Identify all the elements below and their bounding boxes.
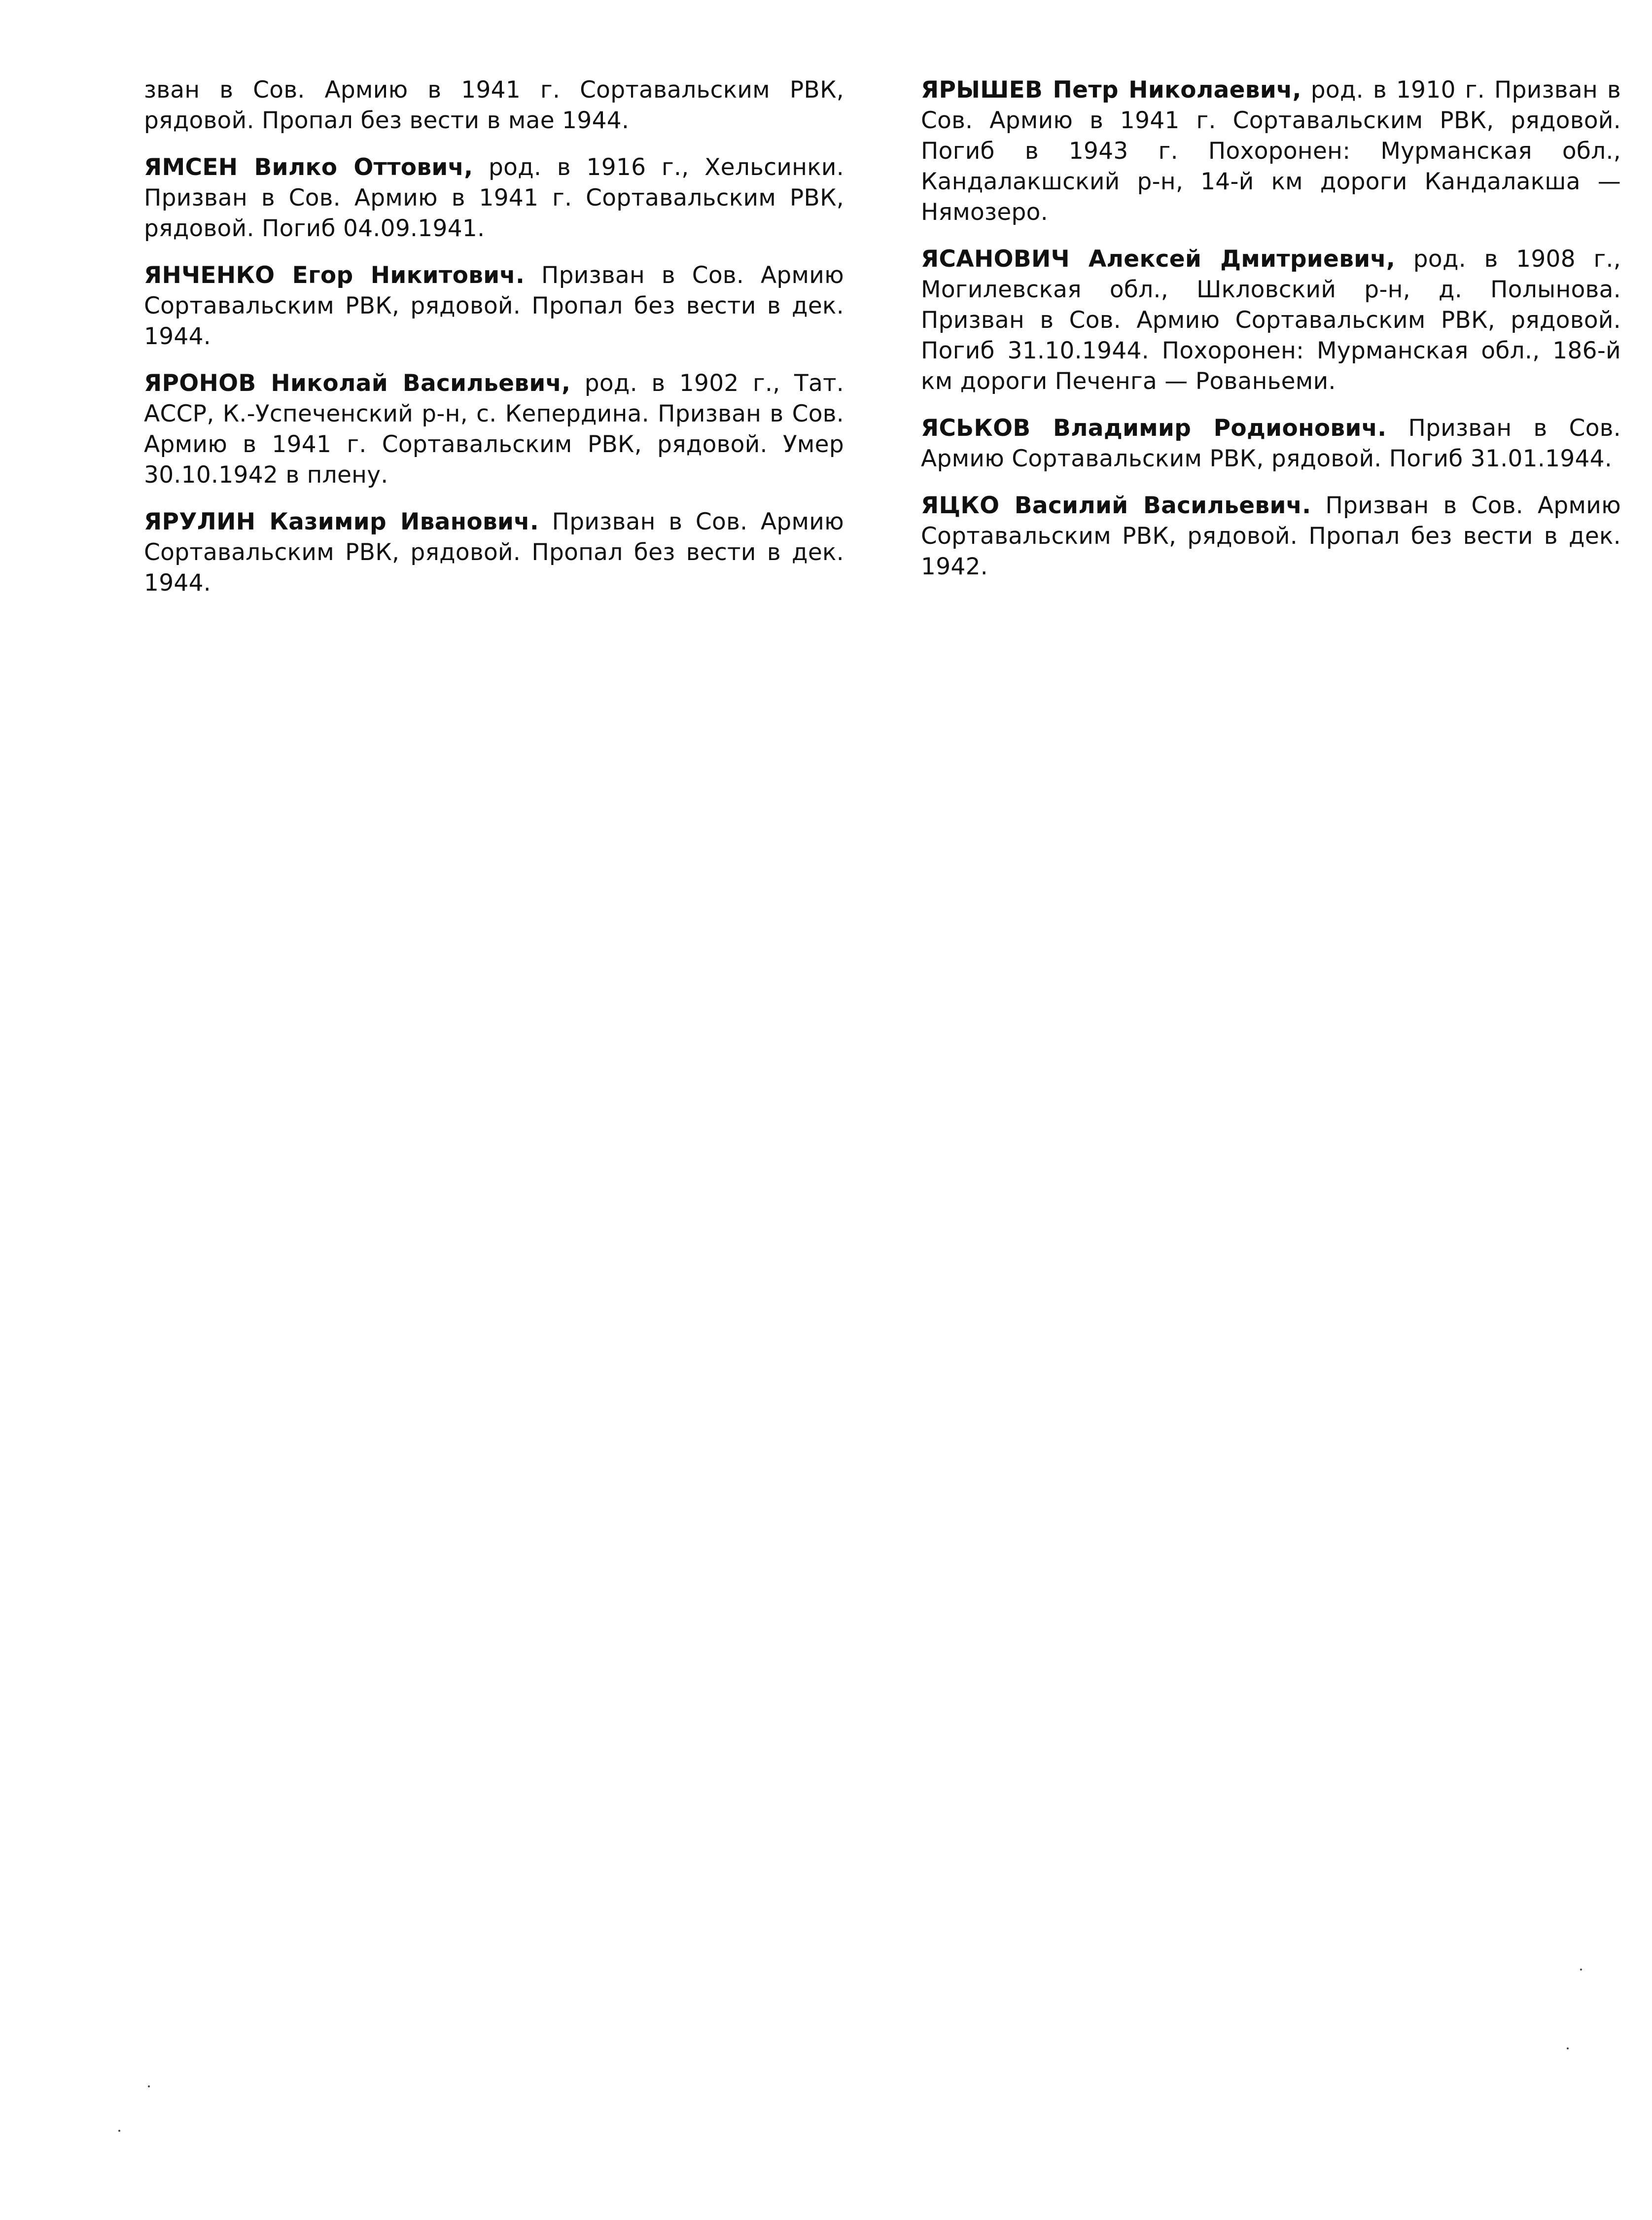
entry-text: Призван в Сов. Армию Сортавальским РВК, рядовой. Пропал без вести в дек. 1942. xyxy=(921,492,1621,580)
entry xyxy=(144,260,844,352)
entry xyxy=(144,368,844,491)
entry-name: ЯРЫШЕВ Петр Николаевич, xyxy=(921,76,1301,104)
scan-speck xyxy=(1567,2047,1569,2049)
entry-name: ЯРУЛИН Казимир Иванович. xyxy=(144,508,539,535)
entry-text: зван в Сов. Армию в 1941 г. Сортавальским РВК, рядовой. Пропал без вести в мае 1944. xyxy=(144,76,844,134)
entry xyxy=(144,152,844,244)
entry-name: ЯСЬКОВ Владимир Родионович. xyxy=(921,415,1387,442)
scan-speck xyxy=(118,2130,120,2132)
entry-name: ЯСАНОВИЧ Алексей Дмитриевич, xyxy=(921,246,1396,273)
entry xyxy=(921,75,1621,228)
scan-speck xyxy=(1580,1969,1582,1971)
entry-name: ЯМСЕН Вилко Оттович, xyxy=(144,154,473,181)
entry-text: Призван в Сов. Армию Сортавальским РВК, рядовой. Пропал без вести в дек. 1944. xyxy=(144,508,844,597)
entry xyxy=(921,413,1621,474)
right-column xyxy=(921,75,1621,599)
entry-name: ЯРОНОВ Николай Васильевич, xyxy=(144,370,571,397)
entry-text: род. в 1910 г. Призван в Сов. Армию в 1941 г. Сортавальским РВК, рядовой. Погиб в 1943 г. Похоронен: Мурманская обл., Кандалакшский р-н, 14-й км дороги Кандалакша — Нямозеро. xyxy=(921,76,1621,226)
entry-text: Призван в Сов. Армию Сортавальским РВК, рядовой. Пропал без вести в дек. 1944. xyxy=(144,262,844,350)
entry-name: ЯНЧЕНКО Егор Никитович. xyxy=(144,262,525,289)
entry xyxy=(144,75,844,136)
entry xyxy=(144,507,844,599)
entry-text: Призван в Сов. Армию Сортавальским РВК, рядовой. Погиб 31.01.1944. xyxy=(921,415,1621,472)
entry xyxy=(921,491,1621,582)
entry xyxy=(921,244,1621,397)
entry-text: род. в 1916 г., Хельсинки. Призван в Сов. Армию в 1941 г. Сортавальским РВК, рядовой. Погиб 04.09.1941. xyxy=(144,154,844,242)
entry-name: ЯЦКО Василий Васильевич. xyxy=(921,492,1311,519)
scan-speck xyxy=(148,2085,150,2087)
left-column xyxy=(144,75,844,615)
entry-text: род. в 1902 г., Тат. АССР, К.-Успеченский р-н, с. Кепердина. Призван в Сов. Армию в 1941 г. Сортавальским РВК, рядовой. Умер 30.10.1942 в плену. xyxy=(144,370,844,489)
entry-text: род. в 1908 г., Могилевская обл., Шкловский р-н, д. Полынова. Призван в Сов. Армию Сортавальским РВК, рядовой. Погиб 31.10.1944. Похоронен: Мурманская обл., 186-й км дороги Печенга — Рованьеми. xyxy=(921,246,1621,395)
